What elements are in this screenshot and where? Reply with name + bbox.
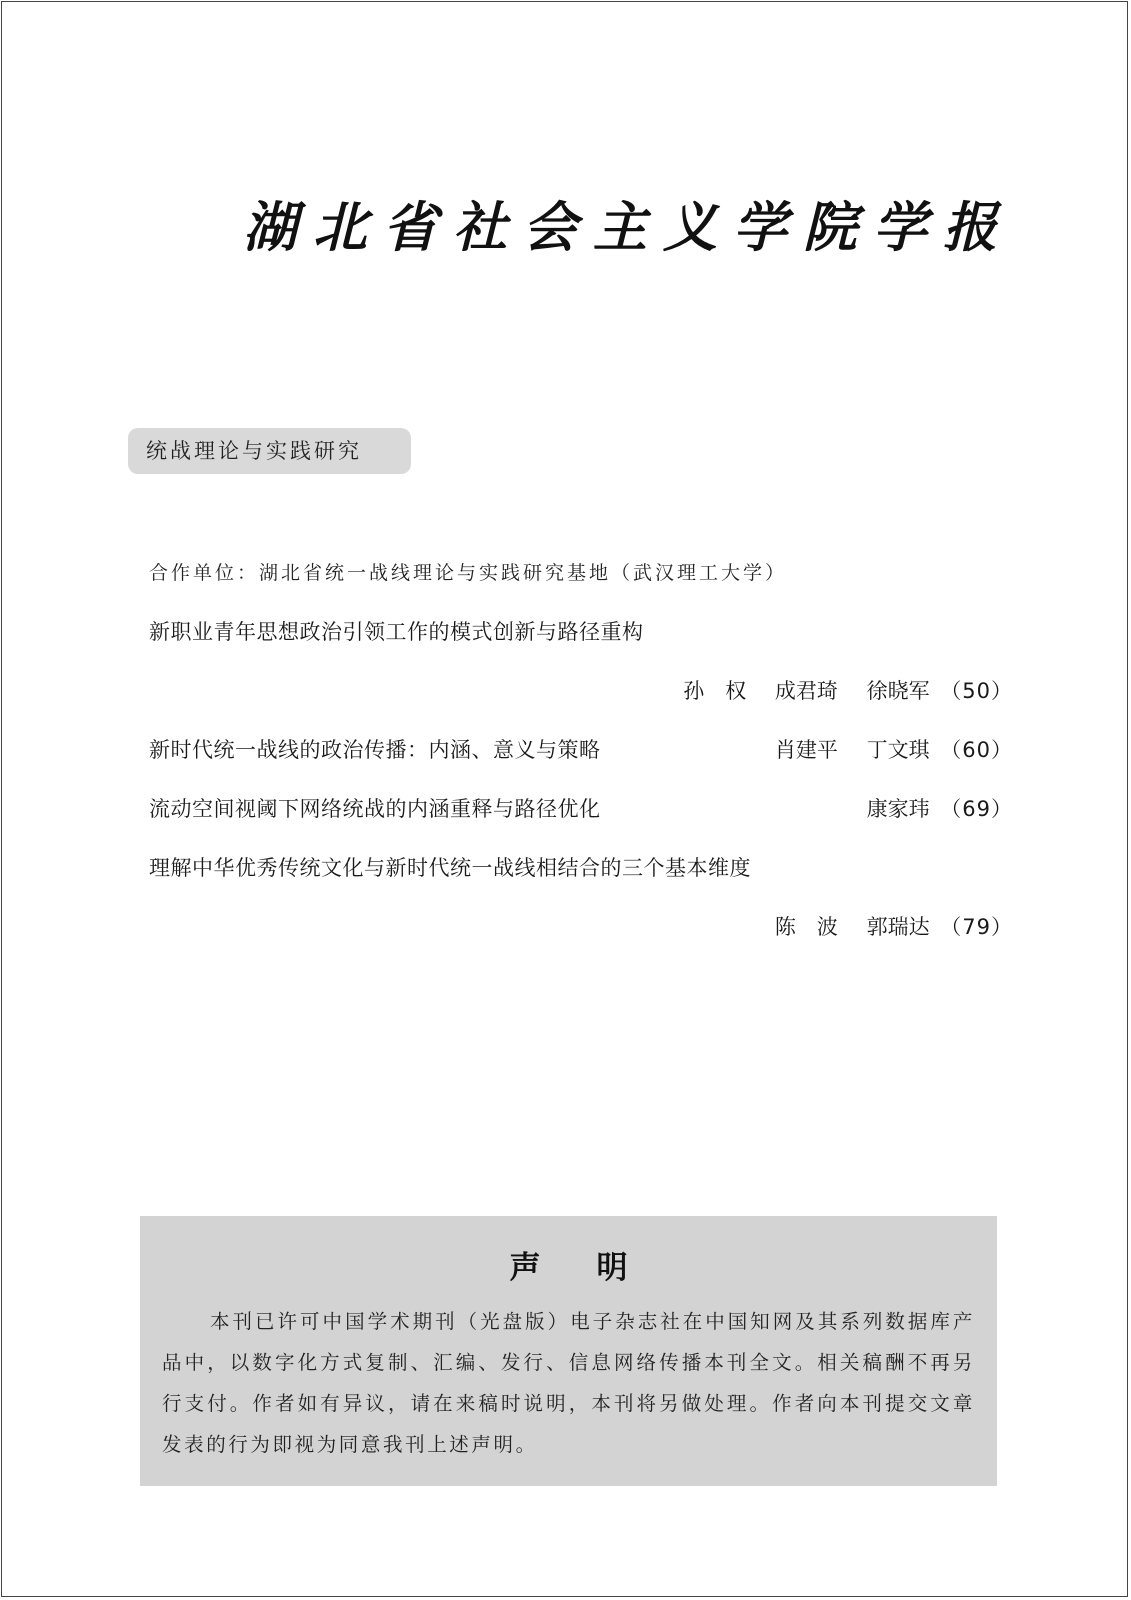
author-name: 陈 波 [774, 915, 838, 939]
toc-entry-title[interactable] [149, 598, 1013, 657]
toc-entry[interactable] [149, 775, 1013, 834]
author-name: 成君琦 [774, 679, 838, 703]
author-name: 郭瑞达 [866, 915, 930, 939]
article-authors [661, 675, 1013, 705]
article-title[interactable]: 新职业青年思想政治引领工作的模式创新与路径重构 [149, 620, 644, 644]
copyright-notice [140, 1216, 997, 1486]
article-authors [753, 734, 1013, 764]
article-authors [845, 793, 1013, 823]
notice-body: 本刊已许可中国学术期刊（光盘版）电子杂志社在中国知网及其系列数据库产品中，以数字化方式复制、汇编、发行、信息网络传播本刊全文。相关稿酬不再另行支付。作者如有异议，请在来稿时说明，本刊将另做处理。作者向本刊提交文章发表的行为即视为同意我刊上述声明。 [162, 1310, 975, 1456]
notice-heading: 声明 [509, 1250, 684, 1286]
toc-entry[interactable] [149, 716, 1013, 775]
author-name: 丁文琪 [866, 738, 930, 762]
section-tag: 统战理论与实践研究 [128, 428, 411, 474]
article-title[interactable]: 理解中华优秀传统文化与新时代统一战线相结合的三个基本维度 [149, 856, 751, 880]
page-number: （69） [940, 797, 1013, 821]
article-title[interactable]: 流动空间视阈下网络统战的内涵重释与路径优化 [149, 797, 601, 821]
article-title[interactable]: 新时代统一战线的政治传播：内涵、意义与策略 [149, 738, 601, 762]
cooperation-unit: 合作单位：湖北省统一战线理论与实践研究基地（武汉理工大学） [149, 562, 788, 584]
page-number: （60） [940, 738, 1013, 762]
table-of-contents [149, 598, 1013, 952]
toc-entry-authors [149, 657, 1013, 716]
article-authors [753, 911, 1013, 941]
author-name: 康家玮 [866, 797, 930, 821]
author-name: 徐晓军 [866, 679, 930, 703]
toc-entry-title[interactable] [149, 834, 1013, 893]
page-number: （79） [940, 915, 1013, 939]
page-number: （50） [940, 679, 1013, 703]
toc-entry-authors [149, 893, 1013, 952]
author-name: 孙 权 [683, 679, 747, 703]
author-name: 肖建平 [774, 738, 838, 762]
journal-title: 湖北省社会主义学院学报 [243, 195, 1013, 259]
